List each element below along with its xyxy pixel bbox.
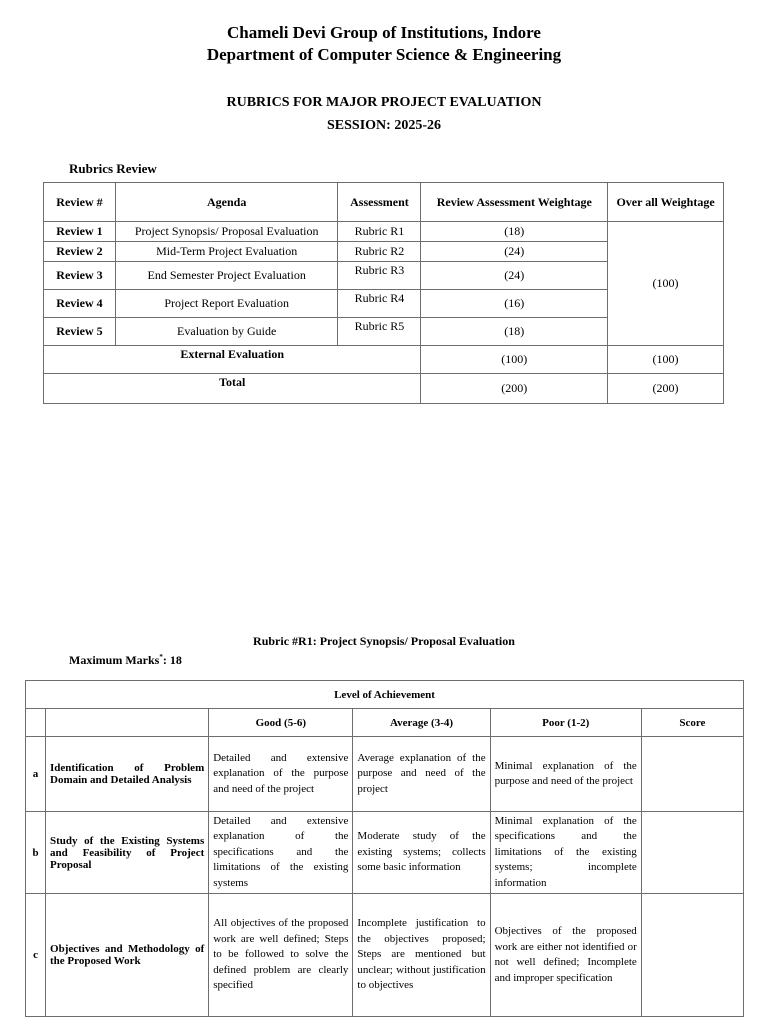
weightage-cell: (24) — [421, 242, 608, 262]
average-description: Average explanation of the purpose and need of the project — [353, 737, 490, 812]
review-table — [43, 182, 724, 404]
poor-description: Objectives of the proposed work are either not identified or not well defined; Incomplete and improper specification — [490, 894, 641, 1017]
column-header: Assessment — [338, 183, 421, 222]
total-row — [44, 374, 724, 404]
level-of-achievement-header: Level of Achievement — [26, 681, 744, 709]
institution-name: Chameli Devi Group of Institutions, Indore — [227, 23, 541, 42]
session-label: SESSION: 2025-26 — [327, 118, 441, 133]
rubrics-review-label: Rubrics Review — [69, 161, 157, 176]
agenda-cell: Project Report Evaluation — [115, 290, 338, 318]
column-header: Review # — [44, 183, 116, 222]
external-evaluation-row — [44, 346, 724, 374]
agenda-cell: End Semester Project Evaluation — [115, 262, 338, 290]
row-index: c — [26, 894, 46, 1017]
level-average-header: Average (3-4) — [353, 709, 490, 737]
overall-weightage-cell: (200) — [608, 374, 724, 404]
score-cell — [641, 737, 743, 812]
levels-row — [26, 709, 744, 737]
rubric-title: Rubric #R1: Project Synopsis/ Proposal Evaluation — [253, 634, 515, 648]
table-row — [44, 222, 724, 242]
criterion-cell: Study of the Existing Systems and Feasibility of Project Proposal — [46, 812, 209, 894]
review-number: Review 3 — [44, 262, 116, 290]
criterion-cell: Objectives and Methodology of the Proposed Work — [46, 894, 209, 1017]
max-marks-value: : 18 — [162, 653, 182, 667]
assessment-cell: Rubric R5 — [338, 318, 421, 346]
assessment-cell: Rubric R3 — [338, 262, 421, 290]
department-name: Department of Computer Science & Engineering — [206, 45, 562, 64]
table-row — [26, 812, 744, 894]
score-header: Score — [641, 709, 743, 737]
empty-cell — [46, 709, 209, 737]
agenda-cell: Mid-Term Project Evaluation — [115, 242, 338, 262]
table-row — [26, 894, 744, 1017]
good-description: All objectives of the proposed work are well defined; Steps to be followed to solve the defined problem are clearly specified — [209, 894, 353, 1017]
weightage-cell: (100) — [421, 346, 608, 374]
document-title: RUBRICS FOR MAJOR PROJECT EVALUATION — [226, 95, 542, 110]
criterion-cell: Identification of Problem Domain and Detailed Analysis — [46, 737, 209, 812]
review-number: Review 4 — [44, 290, 116, 318]
weightage-cell: (200) — [421, 374, 608, 404]
rubric-table — [25, 680, 744, 1017]
level-poor-header: Poor (1-2) — [490, 709, 641, 737]
column-header: Review Assessment Weightage — [421, 183, 608, 222]
max-marks-footnote-mark: * — [159, 653, 163, 661]
assessment-cell: Rubric R2 — [338, 242, 421, 262]
table-row — [26, 737, 744, 812]
review-number: Review 1 — [44, 222, 116, 242]
review-table-header — [44, 183, 724, 222]
weightage-cell: (16) — [421, 290, 608, 318]
assessment-cell: Rubric R1 — [338, 222, 421, 242]
good-description: Detailed and extensive explanation of the specifications and the limitations of the existing systems — [209, 812, 353, 894]
score-cell — [641, 894, 743, 1017]
row-index: b — [26, 812, 46, 894]
weightage-cell: (24) — [421, 262, 608, 290]
max-marks-label — [69, 653, 182, 668]
level-header-row — [26, 681, 744, 709]
good-description: Detailed and extensive explanation of the purpose and need of the project — [209, 737, 353, 812]
poor-description: Minimal explanation of the specifications and the limitations of the existing systems; incomplete information — [490, 812, 641, 894]
column-header: Over all Weightage — [608, 183, 724, 222]
weightage-cell: (18) — [421, 318, 608, 346]
column-header: Agenda — [115, 183, 338, 222]
total-label: Total — [44, 374, 421, 404]
agenda-cell: Project Synopsis/ Proposal Evaluation — [115, 222, 338, 242]
level-good-header: Good (5-6) — [209, 709, 353, 737]
assessment-cell: Rubric R4 — [338, 290, 421, 318]
max-marks-text: Maximum Marks — [69, 653, 160, 667]
review-number: Review 5 — [44, 318, 116, 346]
poor-description: Minimal explanation of the purpose and need of the project — [490, 737, 641, 812]
overall-weightage-cell: (100) — [608, 222, 724, 346]
external-evaluation-label: External Evaluation — [44, 346, 421, 374]
weightage-cell: (18) — [421, 222, 608, 242]
empty-cell — [26, 709, 46, 737]
agenda-cell: Evaluation by Guide — [115, 318, 338, 346]
review-number: Review 2 — [44, 242, 116, 262]
average-description: Incomplete justification to the objectives proposed; Steps are mentioned but unclear; without justification to objectives — [353, 894, 490, 1017]
score-cell — [641, 812, 743, 894]
average-description: Moderate study of the existing systems; collects some basic information — [353, 812, 490, 894]
overall-weightage-cell: (100) — [608, 346, 724, 374]
row-index: a — [26, 737, 46, 812]
